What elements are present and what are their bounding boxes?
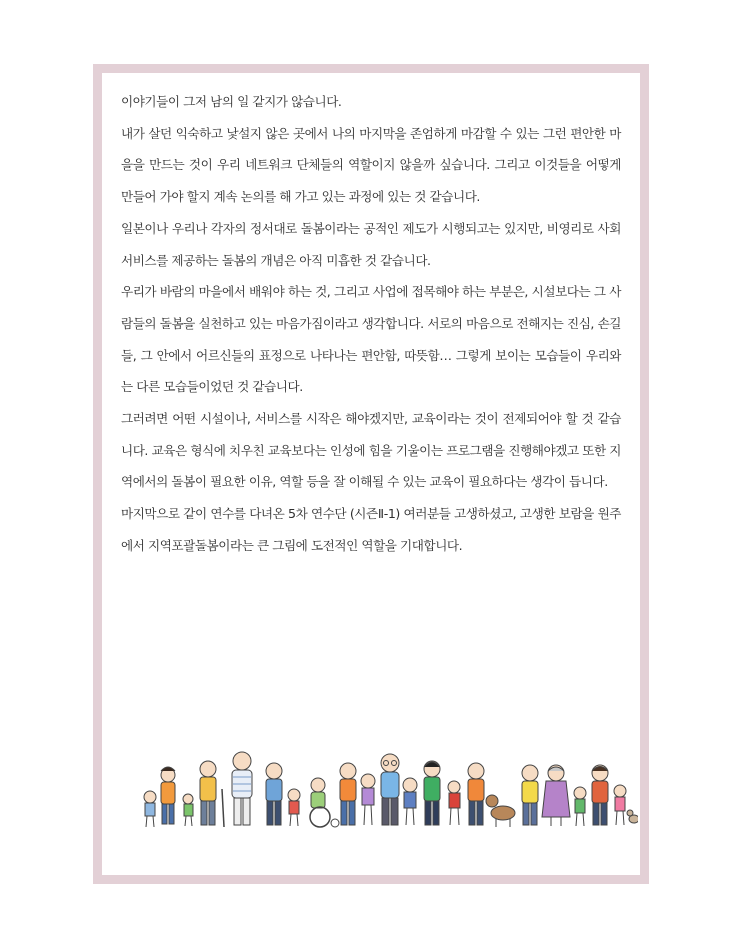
paragraph-5: 그러려면 어떤 시설이나, 서비스를 시작은 해야겠지만, 교육이라는 것이 전제되어야 할 것 같습니다. 교육은 형식에 치우친 교육보다는 인성에 힘을 기울이는 프로그램을 진행해야겠고 또한 지역에서의 돌봄이 필요한 이유, 역할 등을 잘 이해될 수 있는 교육이 필요하다는 생각이 듭니다.	[121, 411, 621, 490]
child-figure-icon	[448, 781, 460, 825]
adult-figure-icon	[424, 761, 440, 825]
letter-frame	[93, 64, 649, 884]
child-figure-icon	[614, 785, 626, 825]
adult-figure-icon	[468, 763, 484, 825]
adult-figure-icon	[232, 752, 252, 825]
adult-figure-icon	[340, 763, 356, 825]
paragraph-2: 내가 살던 익숙하고 낯설지 않은 곳에서 나의 마지막을 존엄하게 마감할 수 있는 그런 편안한 마을을 만드는 것이 우리 네트워크 단체들의 역할이지 않을까 싶습니다. 그리고 이것들을 어떻게 만들어 가야 할지 계속 논의를 해 가고 있는 과정에 있는 것 같습니다.	[121, 125, 621, 205]
paragraph-3: 일본이나 우리나 각자의 정서대로 돌봄이라는 공적인 제도가 시행되고는 있지만, 비영리로 사회서비스를 제공하는 돌봄의 개념은 아직 미흡한 것 같습니다.	[121, 220, 621, 268]
child-figure-icon	[288, 789, 300, 826]
child-figure-icon	[403, 778, 417, 825]
elder-figure-icon	[200, 761, 224, 827]
adult-figure-icon	[266, 763, 282, 825]
child-figure-icon	[361, 774, 375, 825]
child-figure-icon	[183, 794, 193, 826]
adult-figure-icon	[592, 765, 608, 825]
elder-figure-icon	[381, 754, 399, 825]
paragraph-6: 마지막으로 같이 연수를 다녀온 5차 연수단 (시즌Ⅱ-1) 여러분들 고생하셨고, 고생한 보람을 원주에서 지역포괄돌봄이라는 큰 그림에 도전적인 역할을 기대합니다.	[121, 506, 621, 553]
paragraph-4: 우리가 바람의 마을에서 배워야 하는 것, 그리고 사업에 접목해야 하는 부분은, 시설보다는 그 사람들의 돌봄을 실천하고 있는 마음가짐이라고 생각합니다. 서로의 마음으로 전해지는 진심, 손길들, 그 안에서 어르신들의 표정으로 나타나는 편안함, 따뜻함… 그렇게 보이는 모습들이 우리와는 다른 모습들이었던 것 같습니다.	[121, 284, 621, 395]
pet-figure-icon	[627, 810, 638, 823]
adult-figure-icon	[161, 767, 175, 824]
paragraph-1: 이야기들이 그저 남의 일 같지가 않습니다.	[121, 94, 342, 109]
letter-body	[121, 86, 621, 562]
community-people-illustration-icon	[138, 741, 638, 831]
wheelchair-figure-icon	[310, 778, 339, 827]
adult-figure-icon	[522, 765, 538, 825]
letter-sheet	[102, 73, 640, 875]
elder-figure-icon	[542, 765, 570, 826]
dog-figure-icon	[486, 795, 515, 827]
child-figure-icon	[574, 787, 586, 826]
child-figure-icon	[144, 791, 156, 827]
